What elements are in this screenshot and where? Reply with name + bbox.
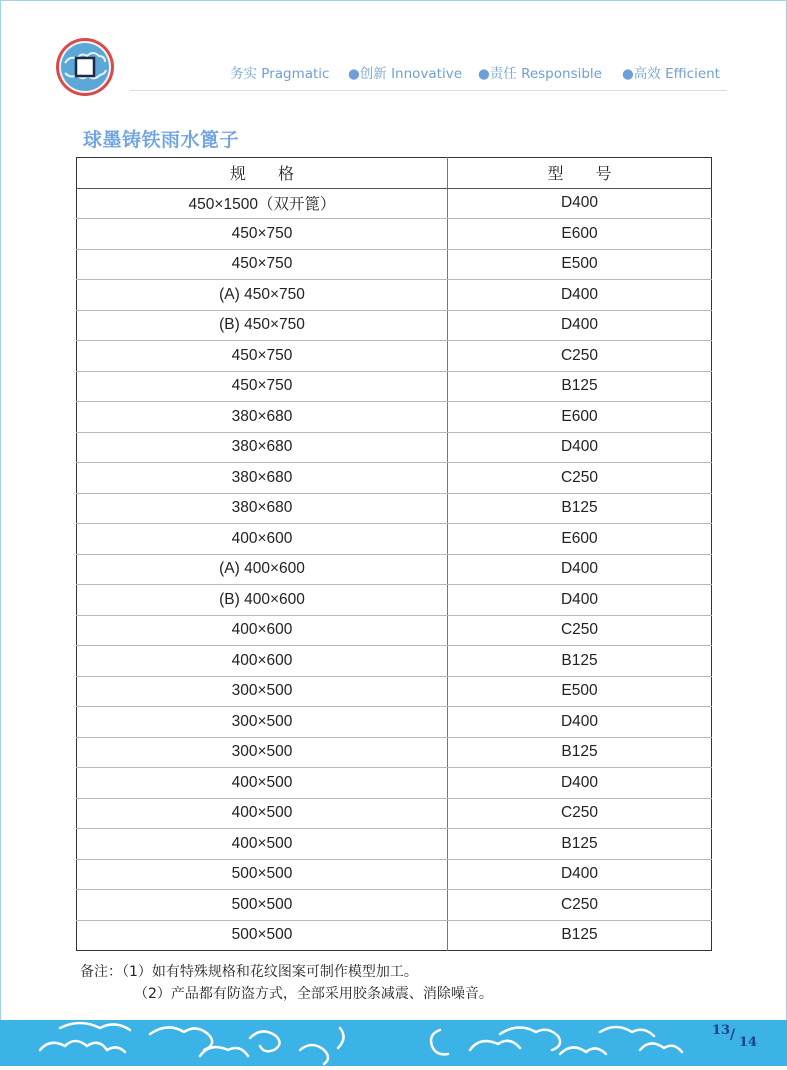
cell-model: B125	[448, 646, 712, 677]
table-row	[77, 920, 712, 951]
table-row	[77, 310, 712, 341]
page-number-total: 14	[739, 1035, 758, 1050]
cell-spec: 300×500	[77, 707, 448, 738]
page-number-current: 13	[712, 1023, 731, 1038]
slogan-efficient: ●高效 Efficient	[622, 66, 720, 82]
company-logo-icon	[55, 37, 115, 97]
cell-model: D400	[448, 585, 712, 616]
cell-model: C250	[448, 463, 712, 494]
cell-model: E600	[448, 402, 712, 433]
table-row	[77, 646, 712, 677]
header-spec: 规 格	[77, 158, 448, 189]
cell-spec: 300×500	[77, 737, 448, 768]
table-row	[77, 219, 712, 250]
slogan-innovative: ●创新 Innovative	[348, 66, 463, 82]
table-row	[77, 280, 712, 311]
table-row	[77, 676, 712, 707]
cell-model: B125	[448, 371, 712, 402]
header-model: 型 号	[448, 158, 712, 189]
cell-spec: 380×680	[77, 432, 448, 463]
cell-spec: 400×600	[77, 524, 448, 555]
slogan-pragmatic: 务实 Pragmatic	[230, 66, 330, 82]
table-row	[77, 737, 712, 768]
footer-cloud-band	[0, 1020, 787, 1066]
cell-spec: 400×500	[77, 768, 448, 799]
cell-model: C250	[448, 798, 712, 829]
cell-model: D400	[448, 768, 712, 799]
table-body	[77, 188, 712, 951]
table-row	[77, 249, 712, 280]
cell-model: D400	[448, 554, 712, 585]
cell-model: E500	[448, 249, 712, 280]
cell-model: C250	[448, 341, 712, 372]
table-row	[77, 402, 712, 433]
slogan-row	[226, 62, 726, 82]
cell-model: D400	[448, 707, 712, 738]
cell-model: D400	[448, 432, 712, 463]
slogan-responsible: ●责任 Responsible	[478, 66, 602, 82]
table-header-row	[77, 158, 712, 189]
table-row	[77, 585, 712, 616]
table-row	[77, 554, 712, 585]
notes	[80, 961, 493, 1005]
table-row	[77, 463, 712, 494]
cell-model: C250	[448, 890, 712, 921]
table-row	[77, 768, 712, 799]
cell-model: B125	[448, 737, 712, 768]
cell-model: B125	[561, 926, 598, 944]
cell-model: D400	[448, 280, 712, 311]
header-divider	[130, 90, 727, 91]
table-row	[77, 859, 712, 890]
cell-spec: 450×750	[77, 219, 448, 250]
table-row	[77, 341, 712, 372]
cell-model: D400	[448, 859, 712, 890]
table-row	[77, 524, 712, 555]
cell-spec: 380×680	[77, 463, 448, 494]
spec-table	[76, 157, 712, 951]
table-row	[77, 615, 712, 646]
table-row	[77, 798, 712, 829]
cell-spec: 400×600	[77, 646, 448, 677]
cell-model: D400	[448, 188, 712, 219]
table-row	[77, 890, 712, 921]
cell-spec: 380×680	[77, 493, 448, 524]
table-row	[77, 371, 712, 402]
cell-spec: 380×680	[77, 402, 448, 433]
cell-spec: (A) 450×750	[77, 280, 448, 311]
table-row	[77, 188, 712, 219]
table-row	[77, 432, 712, 463]
note-line-1: 备注：（1）如有特殊规格和花纹图案可制作模型加工。	[80, 964, 418, 980]
cell-model: B125	[448, 829, 712, 860]
cell-spec: 450×750	[77, 249, 448, 280]
cell-model: B125	[448, 493, 712, 524]
cell-spec: 400×600	[77, 615, 448, 646]
table-row	[77, 707, 712, 738]
page-title: 球墨铸铁雨水篦子	[83, 129, 240, 151]
cell-spec: (A) 400×600	[77, 554, 448, 585]
cell-model: E600	[448, 524, 712, 555]
cell-model: E600	[448, 219, 712, 250]
cell-spec: (B) 400×600	[77, 585, 448, 616]
cell-spec: 400×500	[77, 829, 448, 860]
table-row	[77, 829, 712, 860]
cell-spec: 500×500	[77, 859, 448, 890]
cell-spec: 450×1500（双开篦）	[77, 188, 448, 219]
cell-model: D400	[448, 310, 712, 341]
page-number-slash: /	[730, 1027, 736, 1043]
cell-model: E500	[448, 676, 712, 707]
cell-model: C250	[448, 615, 712, 646]
cell-spec: 450×750	[77, 371, 448, 402]
cell-spec: 400×500	[77, 798, 448, 829]
table-row	[77, 493, 712, 524]
cell-spec: (B) 450×750	[77, 310, 448, 341]
cell-spec: 300×500	[77, 676, 448, 707]
cell-spec: 500×500	[77, 890, 448, 921]
cell-spec: 450×750	[77, 341, 448, 372]
cell-spec: 500×500	[77, 920, 448, 951]
note-line-2: （2）产品都有防盗方式，全部采用胶条减震、消除噪音。	[134, 986, 493, 1002]
